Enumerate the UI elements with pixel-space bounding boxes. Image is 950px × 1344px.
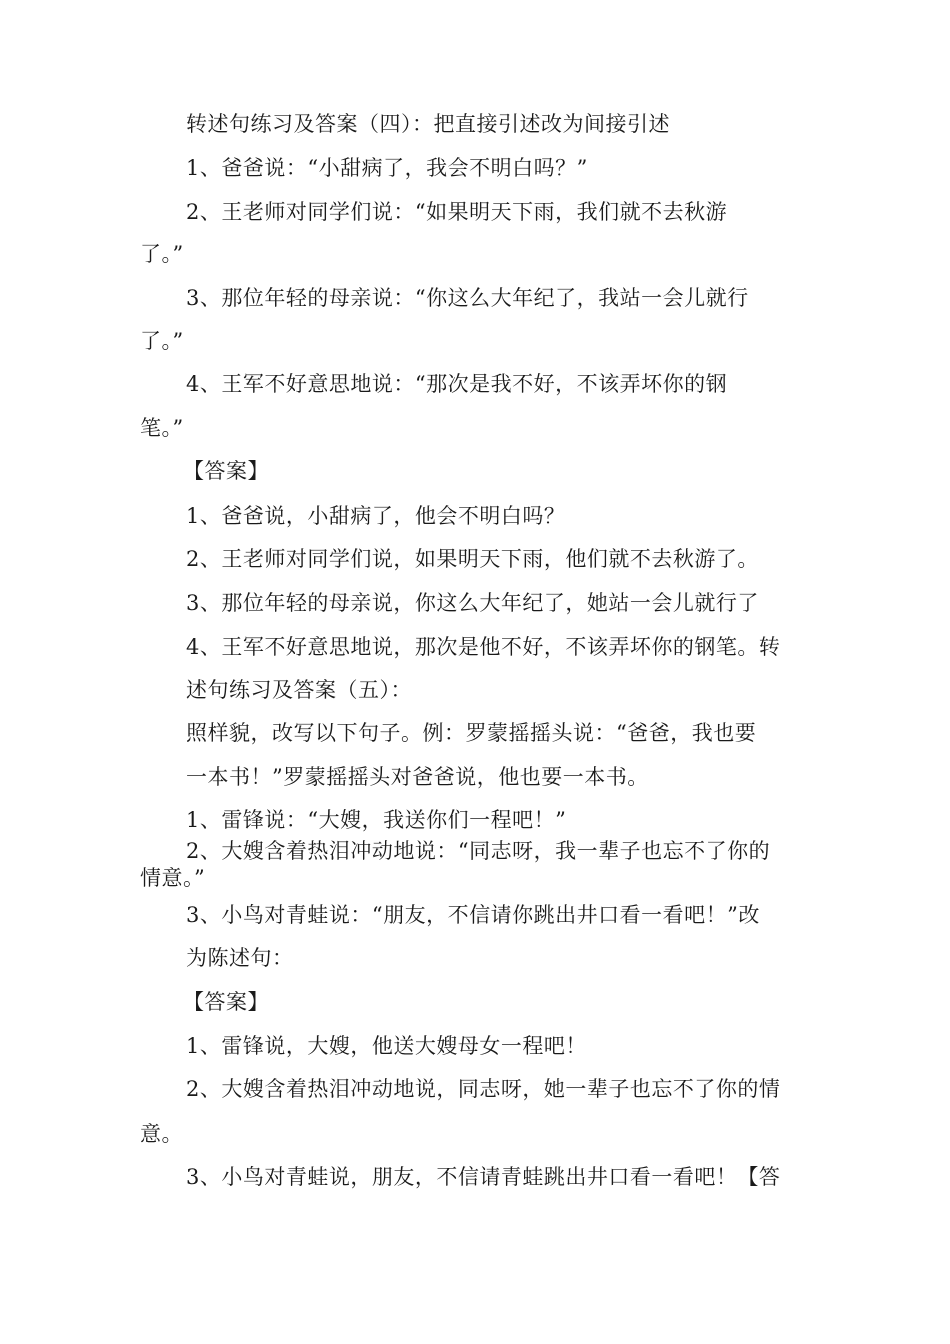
answer-line: 3、那位年轻的母亲说，你这么大年纪了，她站一会儿就行了 <box>186 591 759 615</box>
question-line: 2、王老师对同学们说：“如果明天下雨，我们就不去秋游 <box>186 200 728 224</box>
answer-line: 2、大嫂含着热泪冲动地说，同志呀，她一辈子也忘不了你的情 <box>186 1077 781 1101</box>
answer-line: 4、王军不好意思地说，那次是他不好，不该弄坏你的钢笔。转 <box>186 635 781 659</box>
answer-line: 1、爸爸说，小甜病了，他会不明白吗？ <box>186 504 566 528</box>
question-line: 了。” <box>140 242 184 266</box>
question-line: 2、大嫂含着热泪冲动地说：“同志呀，我一辈子也忘不了你的 <box>186 839 771 863</box>
question-line: 3、那位年轻的母亲说：“你这么大年纪了，我站一会儿就行 <box>186 286 749 310</box>
answer-line: 意。 <box>140 1122 183 1146</box>
question-line: 1、雷锋说：“大嫂，我送你们一程吧！” <box>186 808 567 832</box>
answer-line: 1、雷锋说，大嫂，他送大嫂母女一程吧！ <box>186 1034 587 1058</box>
answer-heading: 【答案】 <box>183 459 269 483</box>
section-heading: 述句练习及答案（五）： <box>186 678 412 702</box>
question-line: 为陈述句： <box>186 946 294 970</box>
question-line: 4、王军不好意思地说：“那次是我不好，不该弄坏你的钢 <box>186 372 728 396</box>
question-line: 了。” <box>140 329 184 353</box>
answer-heading: 【答案】 <box>183 990 269 1014</box>
question-line: 情意。” <box>140 866 206 890</box>
section-heading: 转述句练习及答案（四）：把直接引述改为间接引述 <box>186 112 670 136</box>
question-line: 3、小鸟对青蛙说：“朋友，不信请你跳出井口看一看吧！”改 <box>186 903 760 927</box>
instruction-line: 照样貌，改写以下句子。例：罗蒙摇摇头说：“爸爸，我也要 <box>186 721 757 745</box>
answer-line: 2、王老师对同学们说，如果明天下雨，他们就不去秋游了。 <box>186 547 759 571</box>
instruction-line: 一本书！”罗蒙摇摇头对爸爸说，他也要一本书。 <box>186 765 649 789</box>
answer-line: 3、小鸟对青蛙说，朋友，不信请青蛙跳出井口看一看吧！【答 <box>186 1165 781 1189</box>
question-line: 笔。” <box>140 416 184 440</box>
question-line: 1、爸爸说：“小甜病了，我会不明白吗？” <box>186 156 588 180</box>
